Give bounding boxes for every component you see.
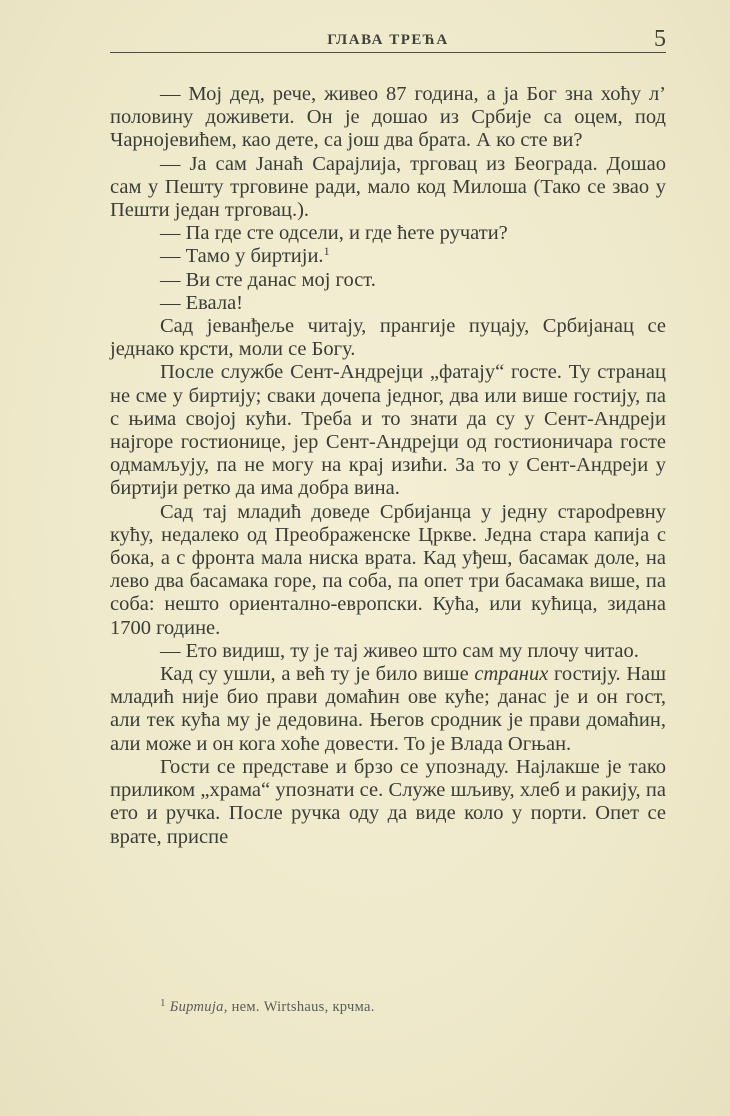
paragraph — [110, 245, 666, 268]
paragraph: — Ето видиш, ту је тај живео што сам му плочу читао. — [160, 639, 639, 662]
paragraph: Сад јеванђеље читају, прангије пуцају, Србијанац се једнако крсти, моли се Богу. — [110, 315, 666, 361]
running-header — [110, 28, 666, 53]
body-text — [110, 83, 666, 849]
chapter-title: ГЛАВА ТРЕЋА — [327, 32, 449, 48]
paragraph-text: гостију. Наш младић није био прави домаћин ове куће; данас је и он гост, али тек кућа му је дедовина. Његов сродник је прави домаћин, али може и он кога хоће довести. То је Влада Огњан. — [110, 663, 667, 755]
footnote — [160, 999, 375, 1016]
paragraph: Сад тај младић доведе Србијанца у једну староdревну кућу, недалеко од Преображенске Цркве. Једна стара капија с бока, а с фронта мала ниска врата. Кад уђеш, басамак доле, на лево два басамака горе, па соба, па опет три басамака више, па соба: нешто ориентално-европски. Кућа, или кућица, зидана 1700 године. — [110, 500, 666, 639]
paragraph — [110, 663, 666, 756]
paragraph: — Ја сам Јанаћ Сарајлија, трговац из Београда. Дошао сам у Пешту трговине ради, мало код Милоша (Тако се звао у Пешти један трговац.). — [110, 152, 666, 222]
paragraph-text: Кад су ушли, а већ ту је било више — [160, 663, 469, 686]
footnote-reference: 1 — [323, 244, 330, 259]
paragraph: — Па где сте одсели, и где ћете ручати? — [160, 222, 508, 245]
paragraph-text: — Тамо у биртији. — [160, 245, 324, 268]
page-number: 5 — [654, 26, 666, 52]
emphasized-word: страних — [474, 663, 549, 686]
footnote-marker: 1 — [160, 997, 166, 1009]
paragraph: — Евала! — [160, 291, 243, 314]
footnote-text: нем. Wirtshaus, крчма. — [231, 999, 375, 1015]
footnote-term: Биртија, — [169, 999, 228, 1015]
paragraph: — Ви сте данас мој гост. — [160, 268, 376, 291]
paragraph: — Мој дед, рече, живео 87 година, а ја Бог зна хоћу л’ половину доживети. Он је дошао из Србије са оцем, под Чарнојевићем, као дете, са још два брата. А ко сте ви? — [110, 83, 666, 152]
paragraph: Гости се представе и брзо се упознаду. Најлакше је тако приликом „храма“ упознати се. Служе шљиву, хлеб и ракију, па ето и ручка. После ручка оду да виде коло у порти. Опет се врате, приспе — [110, 755, 666, 848]
paragraph: После службе Сент-Андрејци „фатају“ госте. Ту странац не сме у биртију; сваки дочепа једног, два или више гостију, па с њима својој кући. Треба и то знати да су у Сент-Андреји најгоре гостионице, јер Сент-Андрејци од гостионичара госте одмамљују, па не могу на крај изићи. За то у Сент-Андреји у биртији ретко да има добра вина. — [110, 361, 666, 500]
